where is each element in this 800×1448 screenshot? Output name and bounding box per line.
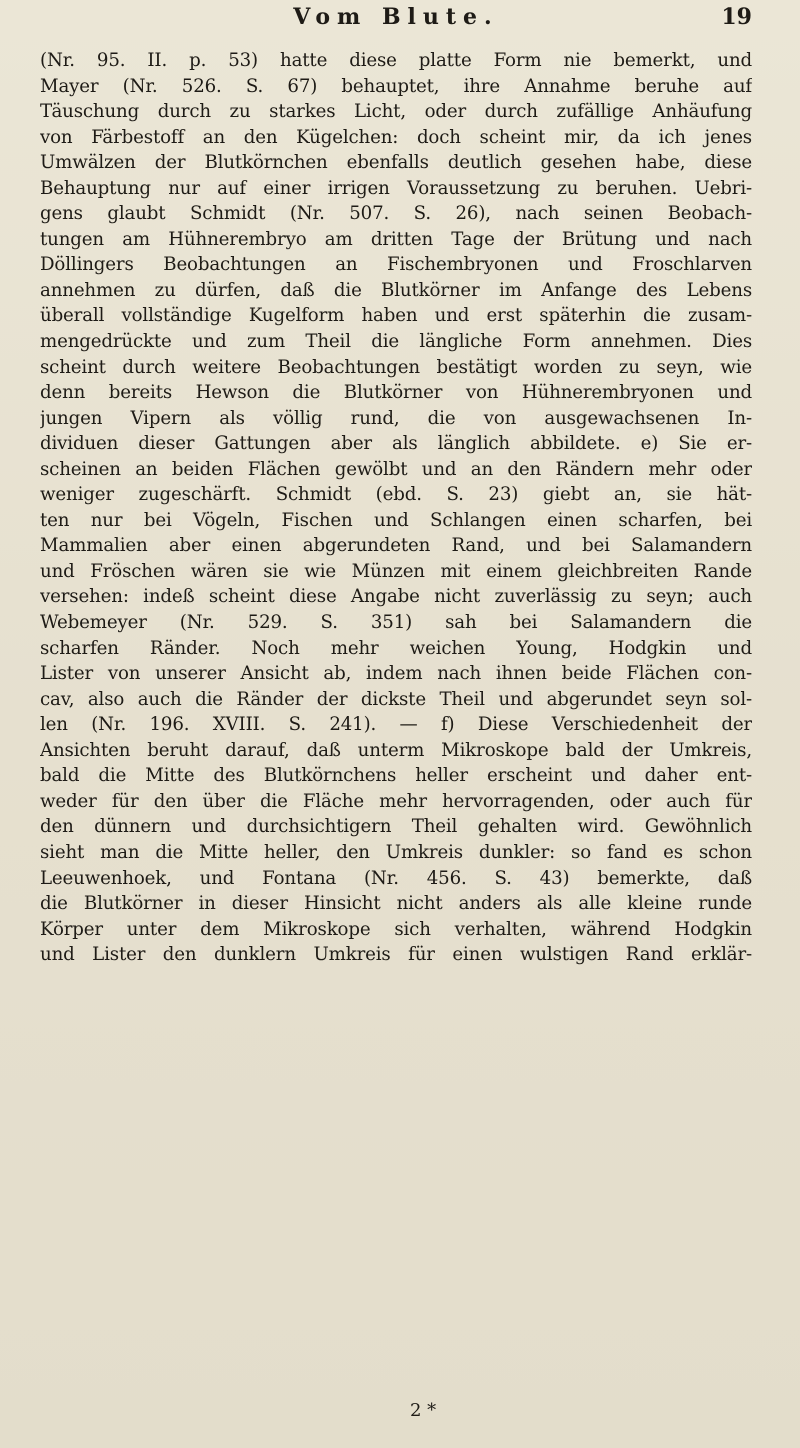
text-line: len (Nr. 196. XVIII. S. 241). — f) Diese Verschiedenheit der xyxy=(40,714,752,736)
text-line: Mayer (Nr. 526. S. 67) behauptet, ihre Annahme beruhe auf xyxy=(40,75,752,97)
text-line: Täuschung durch zu starkes Licht, oder durch zufällige Anhäufung xyxy=(40,101,752,123)
text-line: Umwälzen der Blutkörnchen ebenfalls deutlich gesehen habe, diese xyxy=(40,152,752,174)
text-line: Döllingers Beobachtungen an Fischembryonen und Froschlarven xyxy=(40,254,752,276)
text-line: und Fröschen wären sie wie Münzen mit einem gleichbreiten Rande xyxy=(40,560,752,582)
text-line: Webemeyer (Nr. 529. S. 351) sah bei Salamandern die xyxy=(40,612,752,634)
text-line: ten nur bei Vögeln, Fischen und Schlangen einen scharfen, bei xyxy=(40,509,752,531)
printer-signature-mark: 2 * xyxy=(410,1400,437,1421)
text-line: mengedrückte und zum Theil die längliche Form annehmen. Dies xyxy=(40,331,752,353)
text-line: versehen: indeß scheint diese Angabe nicht zuverlässig zu seyn; auch xyxy=(40,586,752,608)
text-line: überall vollständige Kugelform haben und erst späterhin die zusam- xyxy=(40,305,752,327)
text-line: denn bereits Hewson die Blutkörner von Hühnerembryonen und xyxy=(40,382,752,404)
text-line: gens glaubt Schmidt (Nr. 507. S. 26), nach seinen Beobach- xyxy=(40,203,752,225)
text-line: dividuen dieser Gattungen aber als länglich abbildete. e) Sie er- xyxy=(40,433,752,455)
text-line: Lister von unserer Ansicht ab, indem nach ihnen beide Flächen con- xyxy=(40,663,752,685)
text-line: Ansichten beruht darauf, daß unterm Mikroskope bald der Umkreis, xyxy=(40,739,752,761)
page-number: 19 xyxy=(721,4,752,30)
text-line: (Nr. 95. II. p. 53) hatte diese platte Form nie bemerkt, und xyxy=(40,50,752,71)
text-line: Behauptung nur auf einer irrigen Voraussetzung zu beruhen. Uebri- xyxy=(40,177,752,199)
text-line: cav, also auch die Ränder der dickste Theil und abgerundet seyn sol- xyxy=(40,688,752,710)
page-header xyxy=(40,4,752,40)
text-line: scheint durch weitere Beobachtungen bestätigt worden zu seyn, wie xyxy=(40,356,752,378)
text-line: Leeuwenhoek, und Fontana (Nr. 456. S. 43) bemerkte, daß xyxy=(40,867,752,889)
text-line: jungen Vipern als völlig rund, die von ausgewachsenen In- xyxy=(40,407,752,429)
text-line: bald die Mitte des Blutkörnchens heller erscheint und daher ent- xyxy=(40,765,752,787)
text-line: den dünnern und durchsichtigern Theil gehalten wird. Gewöhnlich xyxy=(40,816,752,838)
running-title: Vom Blute. xyxy=(293,4,499,30)
text-line: Mammalien aber einen abgerundeten Rand, und bei Salamandern xyxy=(40,535,752,557)
text-line: weder für den über die Fläche mehr hervorragenden, oder auch für xyxy=(40,790,752,812)
text-line: annehmen zu dürfen, daß die Blutkörner im Anfange des Lebens xyxy=(40,279,752,301)
text-line: und Lister den dunklern Umkreis für einen wulstigen Rand erklär- xyxy=(40,944,752,966)
text-line: von Färbestoff an den Kügelchen: doch scheint mir, da ich jenes xyxy=(40,126,752,148)
text-line: scheinen an beiden Flächen gewölbt und an den Rändern mehr oder xyxy=(40,458,752,480)
text-line: sieht man die Mitte heller, den Umkreis dunkler: so fand es schon xyxy=(40,841,752,863)
text-line: tungen am Hühnerembryo am dritten Tage der Brütung und nach xyxy=(40,228,752,250)
body-text xyxy=(40,48,752,968)
text-line: scharfen Ränder. Noch mehr weichen Young, Hodgkin und xyxy=(40,637,752,659)
text-line: Körper unter dem Mikroskope sich verhalten, während Hodgkin xyxy=(40,918,752,940)
text-line: weniger zugeschärft. Schmidt (ebd. S. 23) giebt an, sie hät- xyxy=(40,484,752,506)
text-line: die Blutkörner in dieser Hinsicht nicht anders als alle kleine runde xyxy=(40,893,752,915)
